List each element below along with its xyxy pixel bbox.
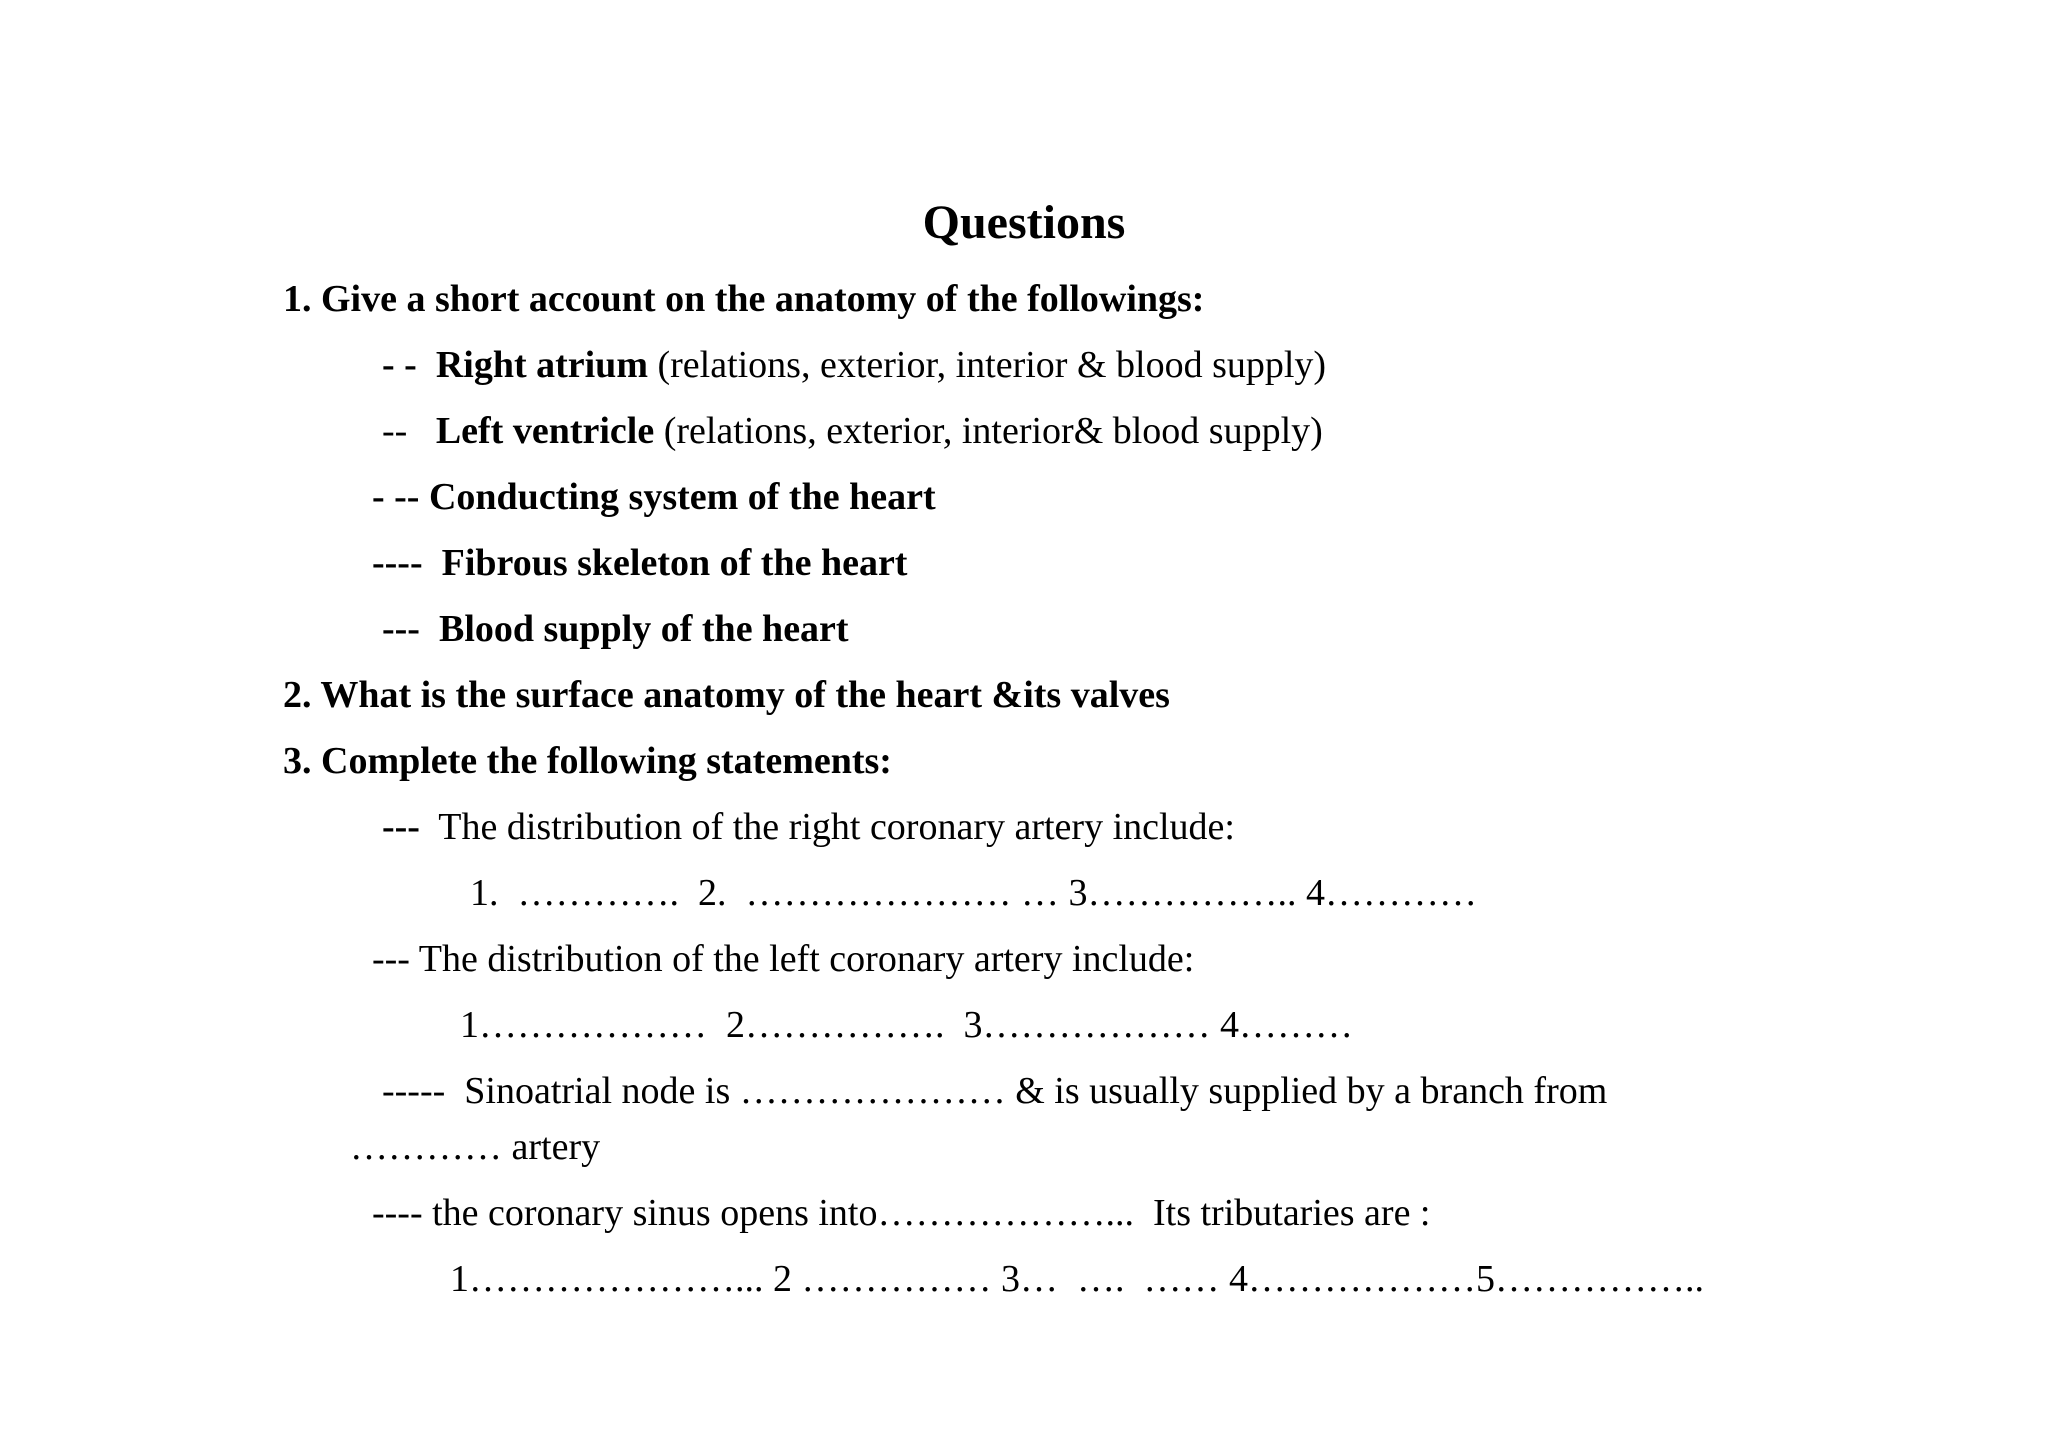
question-1-item: [382, 606, 849, 652]
statement-sinoatrial-node-continuation: ………… artery: [350, 1126, 601, 1168]
item-detail: (relations, exterior, interior & blood supply): [647, 344, 1327, 386]
item-term: Left ventricle: [435, 410, 655, 452]
item-prefix: ---: [382, 608, 439, 650]
statement-coronary-sinus: ---- the coronary sinus opens into………………... Its tributaries are :: [372, 1192, 1431, 1234]
page-title: Questions: [922, 196, 1126, 249]
item-prefix: --: [382, 410, 436, 452]
statement-left-coronary: --- The distribution of the left coronary artery include:: [372, 938, 1195, 980]
question-1-item: [372, 540, 907, 586]
item-term: Conducting system of the heart: [428, 476, 936, 518]
statement-right-coronary: [382, 804, 1235, 850]
question-2-heading: 2. What is the surface anatomy of the heart &its valves: [283, 674, 1170, 716]
question-3-heading: 3. Complete the following statements:: [283, 740, 892, 782]
question-1-item: [372, 474, 936, 520]
item-prefix: - --: [372, 476, 429, 518]
item-term: Fibrous skeleton of the heart: [441, 542, 908, 584]
item-term: Blood supply of the heart: [438, 608, 849, 650]
statement-left-coronary-blanks: 1……………… 2……………. 3……………… 4………: [460, 1004, 1353, 1046]
statement-coronary-sinus-blanks: 1…………………... 2 …………… 3… …. …… 4………………5……………..: [450, 1258, 1704, 1300]
statement-sinoatrial-node: ----- Sinoatrial node is ………………… & is usually supplied by a branch from: [382, 1070, 1608, 1112]
question-1-item: [382, 342, 1326, 388]
question-1-heading: 1. Give a short account on the anatomy of the followings:: [283, 278, 1205, 320]
item-detail: (relations, exterior, interior& blood supply): [654, 410, 1323, 452]
item-term: Right atrium: [435, 344, 648, 386]
statement-prefix: ---: [382, 806, 420, 848]
statement-text: The distribution of the right coronary artery include:: [419, 806, 1235, 848]
item-prefix: ----: [372, 542, 442, 584]
question-1-item: [382, 408, 1323, 454]
statement-right-coronary-blanks: 1. …………. 2. ………………… … 3…………….. 4…………: [470, 872, 1477, 914]
item-prefix: - -: [382, 344, 436, 386]
